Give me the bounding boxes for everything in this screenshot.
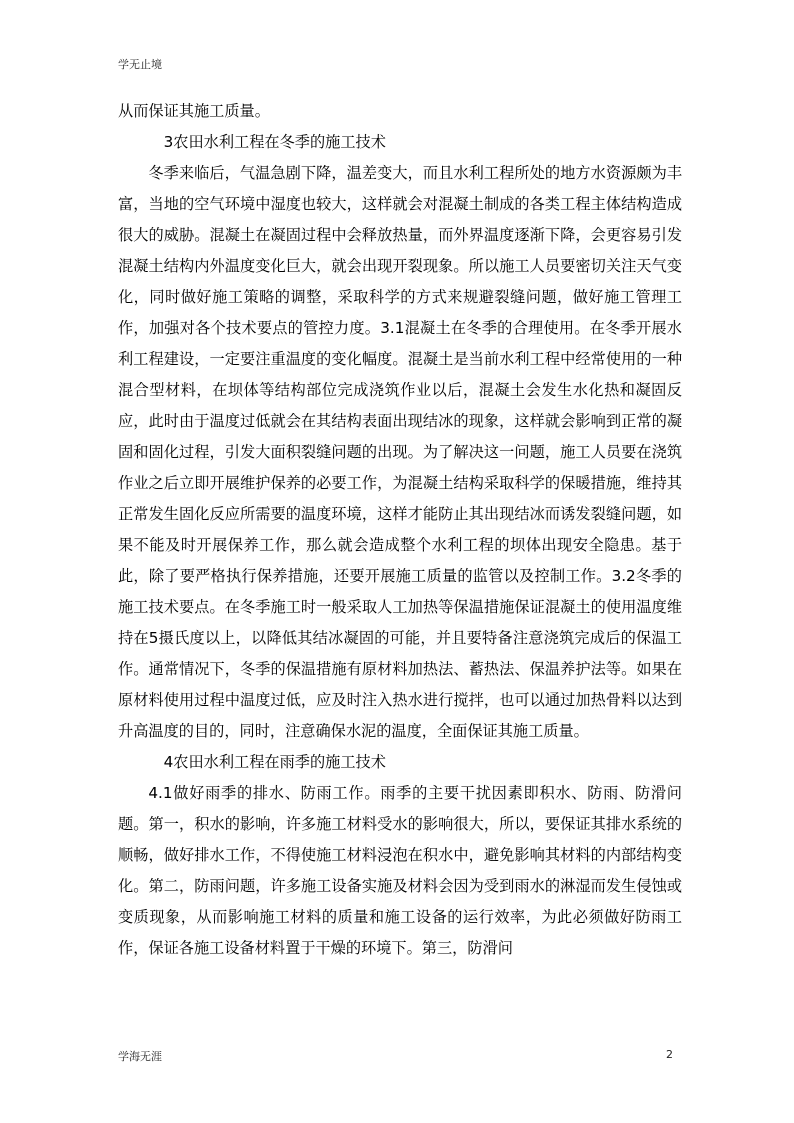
- section-heading-rainy: 4农田水利工程在雨季的施工技术: [163, 753, 386, 771]
- paragraph-winter: 冬季来临后，气温急剧下降，温差变大，而且水利工程所处的地方水资源颇为丰富，当地的空气环境中湿度也较大，这样就会对混凝土制成的各类工程主体结构造成很大的威胁。混凝土在凝固过程中会释放热量，而外界温度逐渐下降，会更容易引发混凝土结构内外温度变化巨大，就会出现开裂现象。所以施工人员要密切关注天气变化，同时做好施工策略的调整，采取科学的方式来规避裂缝问题，做好施工管理工作，加强对各个技术要点的管控力度。3.1混凝土在冬季的合理使用。在冬季开展水利工程建设，一定要注重温度的变化幅度。混凝土是当前水利工程中经常使用的一种混合型材料，在坝体等结构部位完成浇筑作业以后，混凝土会发生水化热和凝固反应，此时由于温度过低就会在其结构表面出现结冰的现象，这样就会影响到正常的凝固和固化过程，引发大面积裂缝问题的出现。为了解决这一问题，施工人员要在浇筑作业之后立即开展维护保养的必要工作，为混凝土结构采取科学的保暖措施，维持其正常发生固化反应所需要的温度环境，这样才能防止其出现结冰而诱发裂缝问题，如果不能及时开展保养工作，那么就会造成整个水利工程的坝体出现安全隐患。基于此，除了要严格执行保养措施，还要开展施工质量的监管以及控制工作。3.2冬季的施工技术要点。在冬季施工时一般采取人工加热等保温措施保证混凝土的使用温度维持在5摄氏度以上，以降低其结冰凝固的可能，并且要特备注意浇筑完成后的保温工作。通常情况下，冬季的保温措施有原材料加热法、蓄热法、保温养护法等。如果在原材料使用过程中温度过低，应及时注入热水进行搅拌，也可以通过加热骨料以达到升高温度的目的，同时，注意确保水泥的温度，全面保证其施工质量。: [118, 164, 682, 740]
- page-footer-text: 学海无涯: [118, 1050, 162, 1063]
- page-number: 2: [666, 1048, 673, 1061]
- page-header: 学无止境: [118, 58, 162, 71]
- paragraph-continuation: 从而保证其施工质量。: [118, 102, 270, 120]
- section-heading-winter: 3农田水利工程在冬季的施工技术: [163, 133, 386, 151]
- paragraph-rainy: 4.1做好雨季的排水、防雨工作。雨季的主要干扰因素即积水、防雨、防滑问题。第一，积水的影响，许多施工材料受水的影响很大，所以，要保证其排水系统的顺畅，做好排水工作，不得使施工材料浸泡在积水中，避免影响其材料的内部结构变化。第二，防雨问题，许多施工设备实施及材料会因为受到雨水的淋湿而发生侵蚀或变质现象，从而影响施工材料的质量和施工设备的运行效率，为此必须做好防雨工作，保证各施工设备材料置于干燥的环境下。第三，防滑问: [118, 784, 682, 957]
- document-body: [118, 96, 682, 964]
